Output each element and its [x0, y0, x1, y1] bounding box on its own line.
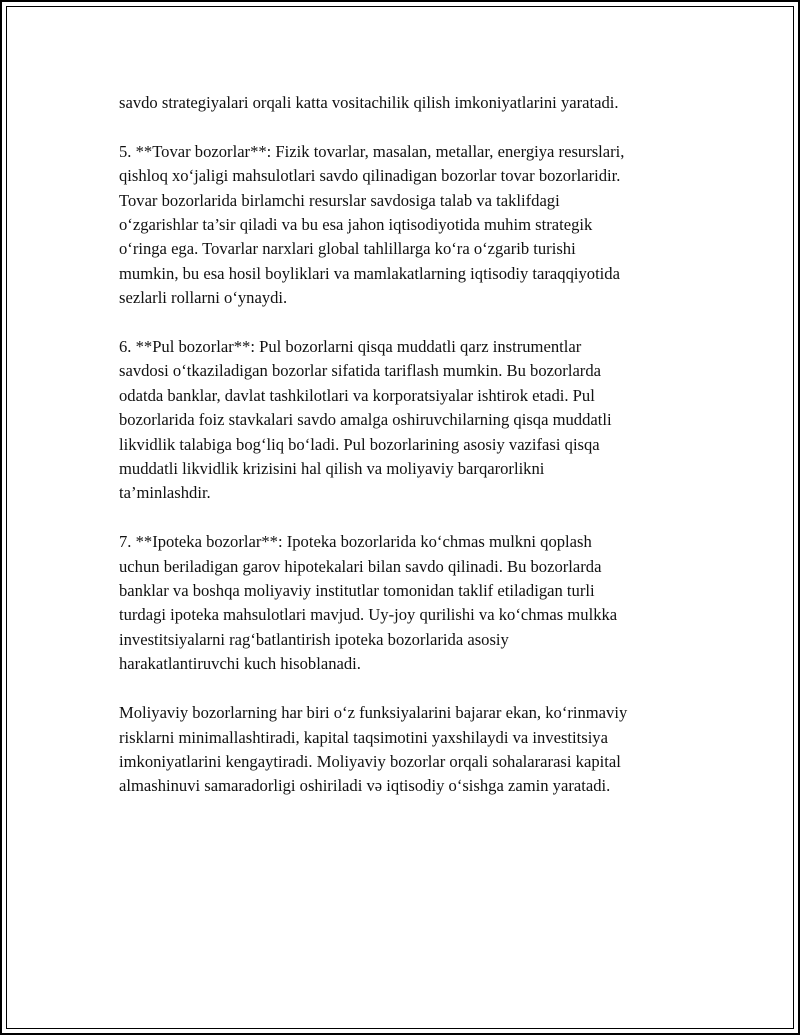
text-line: turdagi ipoteka mahsulotlari mavjud. Uy-joy qurilishi va ko‘chmas mulkka	[119, 605, 618, 625]
text-line: investitsiyalarni rag‘batlantirish ipoteka bozorlarida asosiy	[119, 629, 509, 649]
paragraph	[119, 140, 694, 311]
text-line: harakatlantiruvchi kuch hisoblanadi.	[119, 654, 361, 674]
text-line: savdosi o‘tkaziladigan bozorlar sifatida tariflash mumkin. Bu bozorlarda	[119, 361, 601, 381]
document-body	[119, 91, 694, 823]
text-line: 5. **Tovar bozorlar**: Fizik tovarlar, masalan, metallar, energiya resurslari,	[119, 141, 625, 161]
paragraph	[119, 530, 694, 676]
text-line: bozorlarida foiz stavkalari savdo amalga oshiruvchilarning qisqa muddatli	[119, 410, 612, 430]
paragraph	[119, 701, 694, 799]
text-line: savdo strategiyalari orqali katta vositachilik qilish imkoniyatlarini yaratadi.	[119, 93, 619, 112]
text-line: uchun beriladigan garov hipotekalari bilan savdo qilinadi. Bu bozorlarda	[119, 556, 602, 576]
text-line: imkoniyatlarini kengaytiradi. Moliyaviy bozorlar orqali sohalararasi kapital	[119, 751, 621, 771]
text-line: o‘ringa ega. Tovarlar narxlari global tahlillarga ko‘ra o‘zgarib turishi	[119, 239, 576, 259]
text-line: qishloq xo‘jaligi mahsulotlari savdo qilinadigan bozorlar tovar bozorlaridir.	[119, 166, 621, 186]
text-line: Moliyaviy bozorlarning har biri o‘z funksiyalarini bajarar ekan, ko‘rinmaviy	[119, 703, 628, 723]
text-line: mumkin, bu esa hosil boyliklari va mamlakatlarning iqtisodiy taraqqiyotida	[119, 263, 620, 283]
text-line: ta’minlashdir.	[119, 483, 211, 503]
text-line: muddatli likvidlik krizisini hal qilish va moliyaviy barqarorlikni	[119, 459, 545, 479]
text-line: likvidlik talabiga bog‘liq bo‘ladi. Pul bozorlarining asosiy vazifasi qisqa	[119, 434, 600, 454]
text-line: Tovar bozorlarida birlamchi resurslar savdosiga talab va taklifdagi	[119, 190, 560, 210]
text-line: sezlarli rollarni o‘ynaydi.	[119, 288, 288, 308]
text-line: banklar va boshqa moliyaviy institutlar tomonidan taklif etiladigan turli	[119, 581, 595, 601]
paragraph	[119, 91, 694, 115]
text-line: risklarni minimallashtiradi, kapital taqsimotini yaxshilaydi va investitsiya	[119, 727, 608, 747]
paragraph	[119, 335, 694, 506]
text-line: odatda banklar, davlat tashkilotlari va korporatsiyalar ishtirok etadi. Pul	[119, 385, 595, 405]
text-line: 7. **Ipoteka bozorlar**: Ipoteka bozorlarida ko‘chmas mulkni qoplash	[119, 532, 592, 552]
text-line: o‘zgarishlar ta’sir qiladi va bu esa jahon iqtisodiyotida muhim strategik	[119, 215, 593, 235]
text-line: 6. **Pul bozorlar**: Pul bozorlarni qisqa muddatli qarz instrumentlar	[119, 337, 582, 357]
text-line: almashinuvi samaradorligi oshiriladi və iqtisodiy o‘sishga zamin yaratadi.	[119, 776, 611, 796]
